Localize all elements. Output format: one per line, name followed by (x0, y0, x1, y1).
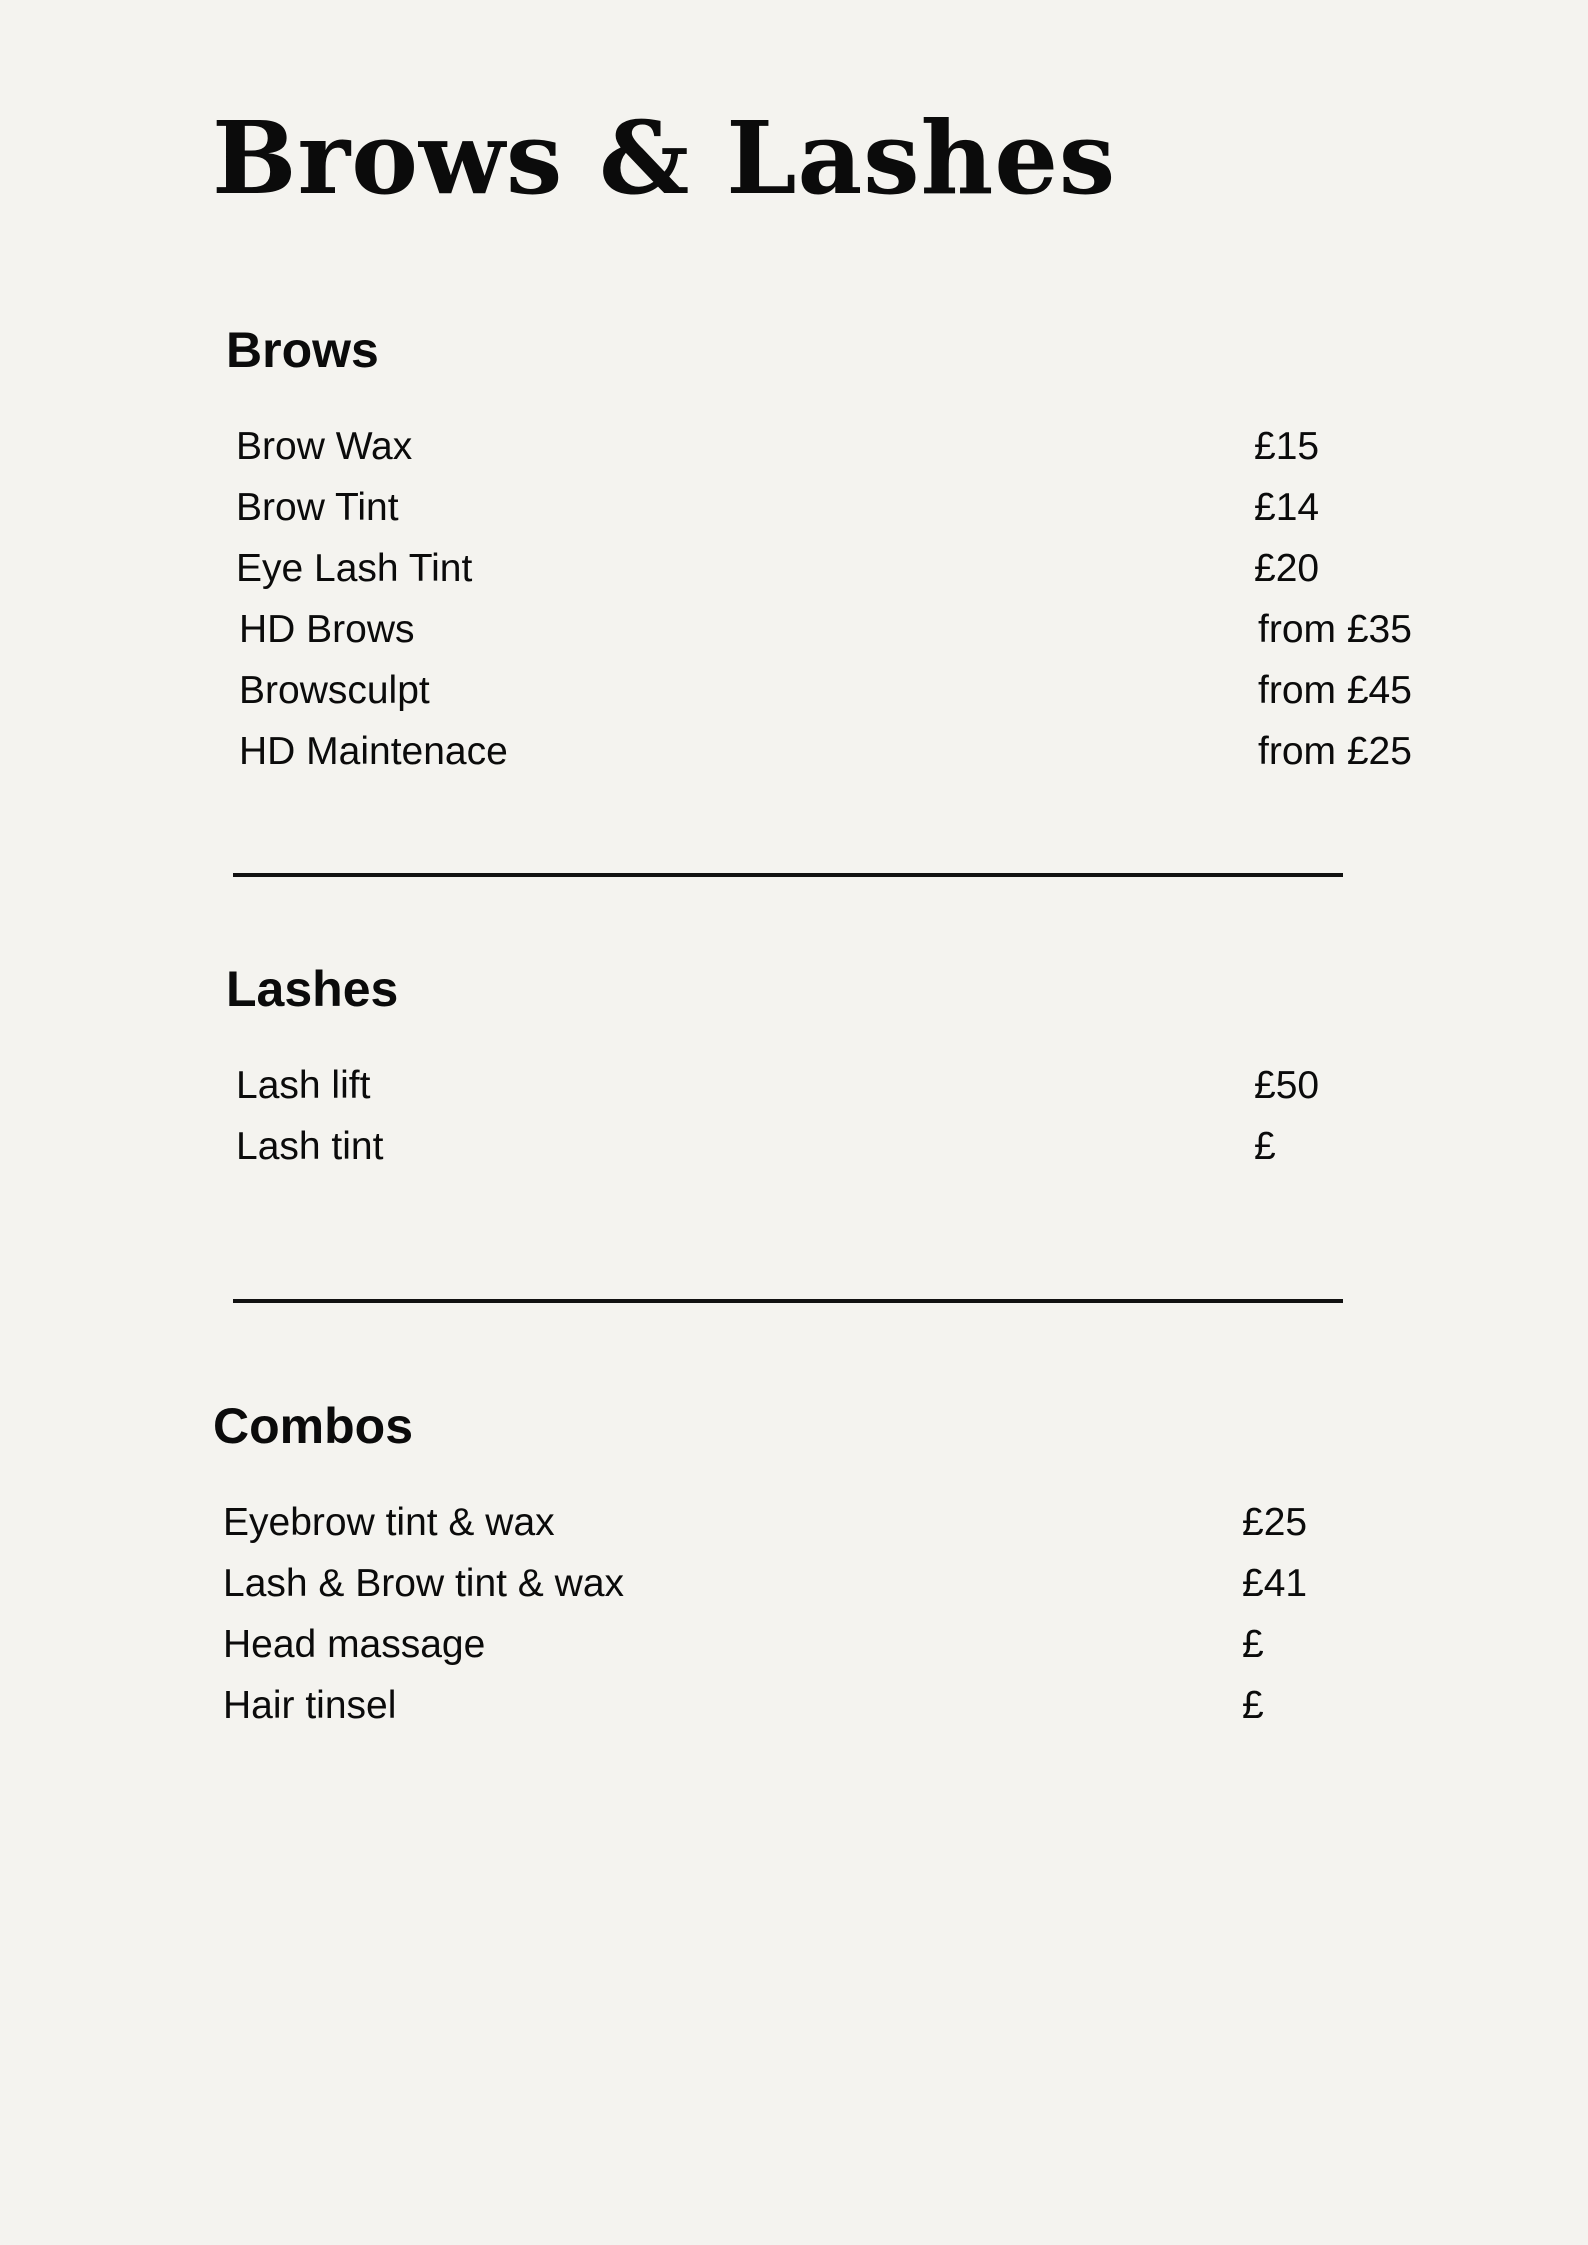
item-name: Head massage (223, 1623, 486, 1666)
item-name: Lash tint (236, 1125, 384, 1168)
item-name: Brow Wax (236, 425, 413, 468)
item-price: from £45 (1258, 669, 1412, 712)
page-title: Brows & Lashes (212, 99, 1117, 217)
item-price: £20 (1254, 547, 1320, 590)
item-name: Lash lift (236, 1064, 371, 1107)
item-price: £25 (1242, 1501, 1308, 1544)
item-name: Hair tinsel (223, 1684, 397, 1727)
item-name: Eyebrow tint & wax (223, 1501, 555, 1544)
item-name: Lash & Brow tint & wax (223, 1562, 625, 1605)
section-heading-lashes: Lashes (226, 961, 399, 1017)
item-price: £15 (1254, 425, 1320, 468)
item-name: Browsculpt (239, 669, 430, 712)
section-divider (233, 1299, 1343, 1303)
item-name: HD Brows (239, 608, 415, 651)
item-name: Eye Lash Tint (236, 547, 473, 590)
item-name: Brow Tint (236, 486, 399, 529)
item-price: £14 (1254, 486, 1320, 529)
item-price: from £25 (1258, 730, 1412, 773)
item-price: £ (1242, 1684, 1264, 1727)
item-price: from £35 (1258, 608, 1412, 651)
section-divider (233, 873, 1343, 877)
item-price: £ (1242, 1623, 1264, 1666)
item-price: £ (1254, 1125, 1276, 1168)
section-heading-combos: Combos (213, 1398, 413, 1454)
item-price: £50 (1254, 1064, 1320, 1107)
section-heading-brows: Brows (226, 322, 379, 378)
item-name: HD Maintenace (239, 730, 508, 773)
item-price: £41 (1242, 1562, 1308, 1605)
